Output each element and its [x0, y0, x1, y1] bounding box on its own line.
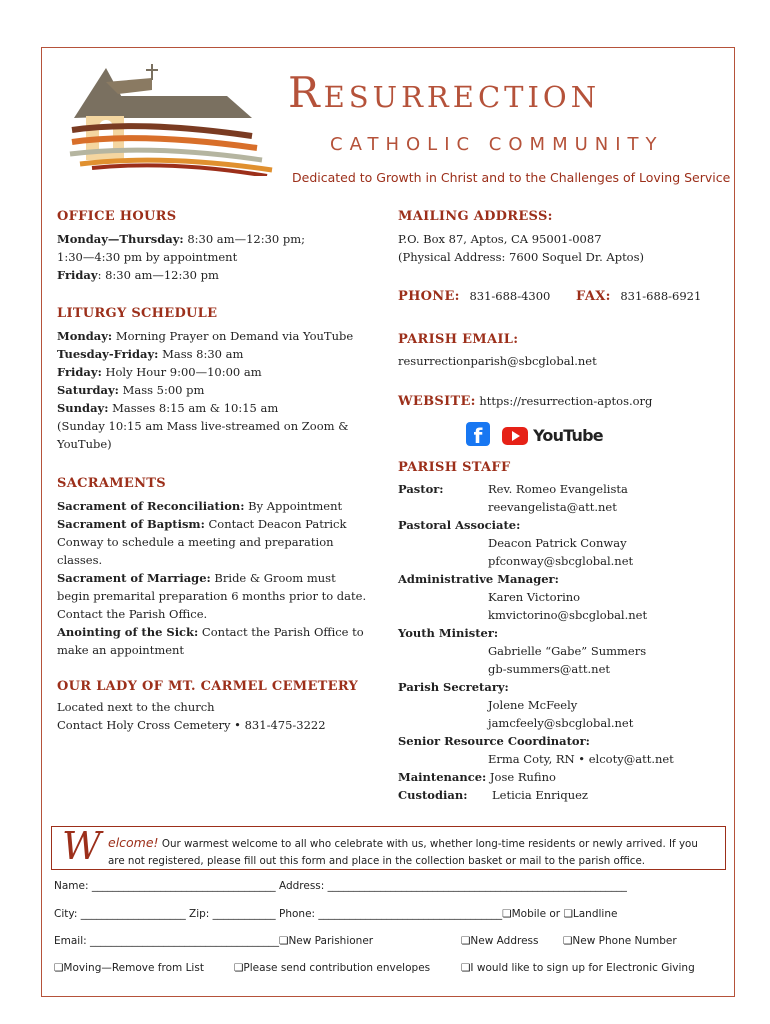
church-logo — [62, 60, 287, 176]
staff-senior-value: Erma Coty, RN • elcoty@att.net — [488, 752, 674, 766]
parish-title: Resurrection — [288, 68, 601, 117]
staff-pastor-name: Rev. Romeo Evangelista — [488, 482, 628, 496]
email-title: PARISH EMAIL: — [398, 332, 519, 347]
welcome-text: elcome! Our warmest welcome to all who celebrate with us, whether long-time residents or newly arrived. If you are not registered, please fill out this form and place in the collection basket or mail to the parish office. — [108, 835, 698, 867]
website-row: WEBSITE: https://resurrection-aptos.org — [398, 394, 653, 409]
youtube-icon — [502, 427, 528, 445]
giving-option[interactable]: ❏I would like to sign up for Electronic Giving — [461, 962, 695, 974]
mailing-title: MAILING ADDRESS: — [398, 209, 553, 224]
mailing-body: P.O. Box 87, Aptos, CA 95001-0087 (Physical Address: 7600 Soquel Dr. Aptos) — [398, 232, 644, 264]
form-name-address[interactable]: Name: ___________________________________ Address: _________________________________________________________ — [54, 880, 627, 892]
staff-assoc-label: Pastoral Associate: — [398, 518, 521, 532]
envelopes-checkbox[interactable]: ❏ — [234, 962, 244, 974]
youtube-wordmark: YouTube — [533, 426, 603, 445]
liturgy-item: Friday: Holy Hour 9:00—10:00 am — [57, 365, 262, 379]
anointing-label: Anointing of the Sick: — [57, 625, 199, 639]
liturgy-item: Monday: Morning Prayer on Demand via YouTube — [57, 329, 354, 343]
liturgy-note: (Sunday 10:15 am Mass live-streamed on Zoom & — [57, 419, 349, 433]
staff-secretary-email[interactable]: jamcfeely@sbcglobal.net — [488, 716, 634, 730]
form-email: Email: ____________________________________❏New Parishioner — [54, 935, 374, 947]
office-hours-time: 8:30 am—12:30 pm; — [183, 232, 306, 246]
liturgy-note: YouTube) — [57, 437, 112, 451]
moving-option[interactable]: ❏Moving—Remove from List — [54, 962, 204, 974]
staff-pastor-email[interactable]: reevangelista@att.net — [488, 500, 617, 514]
envelopes-option[interactable]: ❏Please send contribution envelopes — [234, 962, 431, 974]
reconciliation-label: Sacrament of Reconciliation: — [57, 499, 245, 513]
welcome-dropcap: W — [62, 824, 102, 868]
staff-assoc-email[interactable]: pfconway@sbcglobal.net — [488, 554, 634, 568]
baptism-label: Sacrament of Baptism: — [57, 517, 205, 531]
staff-pastor-label: Pastor: — [398, 482, 444, 496]
cemetery-body: Located next to the church Contact Holy Cross Cemetery • 831-475-3222 — [57, 700, 326, 732]
liturgy-item: Tuesday-Friday: Mass 8:30 am — [57, 347, 244, 361]
tagline: Dedicated to Growth in Christ and to the Challenges of Loving Service — [292, 170, 731, 185]
staff-maintenance-label: Maintenance: — [398, 770, 487, 784]
staff-title: PARISH STAFF — [398, 460, 511, 475]
moving-checkbox[interactable]: ❏ — [54, 962, 64, 974]
staff-admin-email[interactable]: kmvictorino@sbcglobal.net — [488, 608, 648, 622]
cemetery-title: OUR LADY OF MT. CARMEL CEMETERY — [57, 679, 359, 694]
new-phone-checkbox[interactable]: ❏ — [563, 935, 573, 947]
email-field[interactable]: Email: ____________________________________ — [54, 935, 280, 947]
liturgy-title: LITURGY SCHEDULE — [57, 306, 218, 321]
liturgy-item: Saturday: Mass 5:00 pm — [57, 383, 205, 397]
phone-number[interactable]: 831-688-4300 — [469, 289, 551, 303]
form-city-zip-phone[interactable]: City: ____________________ Zip: ____________ Phone: ___________________________________ — [54, 908, 503, 920]
youtube-logo[interactable] — [502, 425, 603, 445]
staff-custodian-label: Custodian: — [398, 788, 468, 802]
liturgy-item: Sunday: Masses 8:15 am & 10:15 am — [57, 401, 279, 415]
sacraments-title: SACRAMENTS — [57, 476, 166, 491]
office-hours-friday: Friday — [57, 268, 98, 282]
giving-checkbox[interactable]: ❏ — [461, 962, 471, 974]
staff-youth-label: Youth Minister: — [398, 626, 499, 640]
new-parishioner-checkbox[interactable]: ❏ — [279, 935, 289, 947]
office-hours-friday-time: : 8:30 am—12:30 pm — [97, 268, 219, 282]
website-link[interactable]: https://resurrection-aptos.org — [475, 394, 653, 408]
facebook-icon[interactable]: f — [466, 422, 490, 446]
fax-number: 831-688-6921 — [620, 289, 702, 303]
staff-senior-label: Senior Resource Coordinator: — [398, 734, 590, 748]
landline-checkbox[interactable]: ❏ — [563, 908, 573, 920]
new-phone-option[interactable]: ❏New Phone Number — [563, 935, 677, 947]
office-hours-body — [57, 230, 377, 284]
staff-youth-email[interactable]: gb-summers@att.net — [488, 662, 611, 676]
office-hours-title: OFFICE HOURS — [57, 209, 177, 224]
staff-assoc-name: Deacon Patrick Conway — [488, 536, 627, 550]
phone-row: PHONE: 831-688-4300 FAX: 831-688-6921 — [398, 289, 702, 304]
staff-admin-label: Administrative Manager: — [398, 572, 559, 586]
staff-youth-name: Gabrielle “Gabe” Summers — [488, 644, 647, 658]
office-hours-days: Monday—Thursday: — [57, 232, 184, 246]
marriage-label: Sacrament of Marriage: — [57, 571, 211, 585]
staff-secretary-name: Jolene McFeely — [488, 698, 578, 712]
parish-subtitle: CATHOLIC COMMUNITY — [330, 134, 664, 155]
staff-secretary-label: Parish Secretary: — [398, 680, 509, 694]
staff-admin-name: Karen Victorino — [488, 590, 581, 604]
welcome-heading: elcome! — [108, 835, 159, 850]
form-city-row: City: ____________________ Zip: ____________ Phone: ___________________________________❏Mobile or ❏Landline — [54, 908, 618, 920]
mobile-checkbox[interactable]: ❏ — [502, 908, 512, 920]
office-hours-appointment: 1:30—4:30 pm by appointment — [57, 250, 238, 264]
staff-maintenance-value: Jose Rufino — [486, 770, 556, 784]
parish-email[interactable]: resurrectionparish@sbcglobal.net — [398, 354, 597, 368]
liturgy-list — [57, 327, 387, 453]
new-address-option[interactable]: ❏New Address — [461, 935, 539, 947]
sacraments-body: Sacrament of Reconciliation: By Appointment Sacrament of Baptism: Contact Deacon Patrick Conway to schedule a meeting and preparation classes. Sacrament of Marriage: Bride & Groom must begin premarital preparation 6 months prior to date. Contact the Parish Office. Anointing of the Sick: Contact the Parish Office to make an appointment — [57, 499, 367, 657]
new-address-checkbox[interactable]: ❏ — [461, 935, 471, 947]
staff-custodian-value: Leticia Enriquez — [492, 788, 588, 802]
